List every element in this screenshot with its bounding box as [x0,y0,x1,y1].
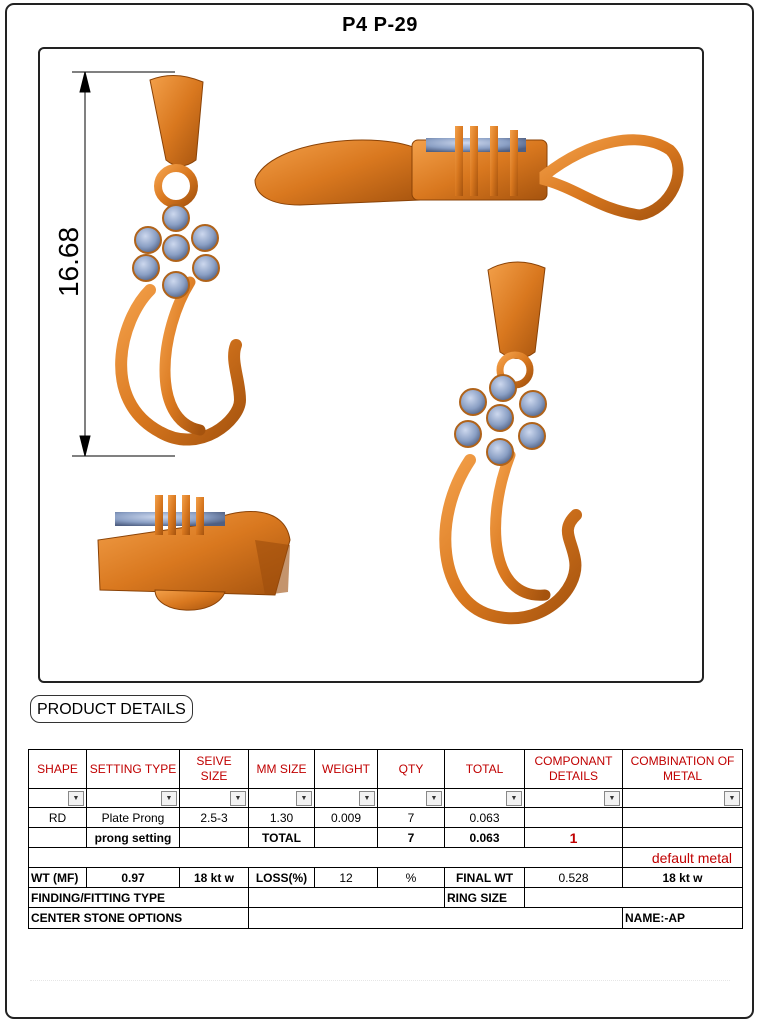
empty-cell [315,828,378,848]
header-cell: SHAPE [29,750,87,789]
empty-cell [525,888,743,908]
filter-cell [249,789,315,808]
dropdown-arrow-icon[interactable]: ▼ [68,791,84,806]
header-cell: MM SIZE [249,750,315,789]
table-row [29,868,743,888]
setting-cell: Plate Prong [87,808,180,828]
table-row [29,828,743,848]
table-row [29,808,743,828]
empty-cell [249,888,445,908]
filter-icon[interactable]: ▼ [506,791,522,806]
empty-cell [29,848,623,868]
header-cell: QTY [378,750,445,789]
page-title: P4 P-29 [342,14,418,36]
table-row [29,908,743,929]
header-cell: WEIGHT [315,750,378,789]
empty-cell [29,828,87,848]
table-row [29,848,743,868]
wt-label-cell: WT (MF) [29,868,87,888]
dropdown-arrow-icon[interactable]: ▼ [296,791,312,806]
final-kt-cell: 18 kt w [623,868,743,888]
wt-value-cell: 0.97 [87,868,180,888]
dropdown-arrow-icon[interactable]: ▼ [604,791,620,806]
percent-cell: % [378,868,445,888]
loss-label-cell: LOSS(%) [249,868,315,888]
loss-value-cell: 12 [315,868,378,888]
empty-cell [249,908,623,929]
side-view-bottom [98,495,290,610]
divider [30,980,730,983]
filter-cell [87,789,180,808]
component-count-cell: 1 [525,828,623,848]
dimension-label: 16.68 [53,226,85,298]
total-label-cell: TOTAL [249,828,315,848]
dropdown-arrow-icon[interactable]: ▼ [359,791,375,806]
shape-cell: RD [29,808,87,828]
filter-cell [525,789,623,808]
filter-cell [315,789,378,808]
kt-cell: 18 kt w [180,868,249,888]
filter-cell [623,789,743,808]
filter-cell [180,789,249,808]
final-wt-label-cell: FINAL WT [445,868,525,888]
side-view-top [255,126,678,215]
perspective-view [445,262,576,618]
empty-cell [623,828,743,848]
empty-cell [180,828,249,848]
center-stone-label-cell: CENTER STONE OPTIONS [29,908,249,929]
component-cell [525,808,623,828]
total-cell: 0.063 [445,808,525,828]
front-view [121,75,240,439]
seive-cell: 2.5-3 [180,808,249,828]
final-wt-value-cell: 0.528 [525,868,623,888]
filter-cell [29,789,87,808]
weight-total-cell: 0.063 [445,828,525,848]
dropdown-arrow-icon[interactable]: ▼ [230,791,246,806]
product-details-table [28,749,743,929]
default-metal-cell: default metal [623,848,743,868]
qty-total-cell: 7 [378,828,445,848]
header-cell: COMBINATION OF METAL [623,750,743,789]
header-cell: COMPONANT DETAILS [525,750,623,789]
ring-size-label-cell: RING SIZE [445,888,525,908]
filter-cell [445,789,525,808]
filter-cell [378,789,445,808]
dropdown-arrow-icon[interactable]: ▼ [161,791,177,806]
mm-cell: 1.30 [249,808,315,828]
filter-row [29,789,743,808]
finding-label-cell: FINDING/FITTING TYPE [29,888,249,908]
setting-cell: prong setting [87,828,180,848]
qty-cell: 7 [378,808,445,828]
dropdown-arrow-icon[interactable]: ▼ [724,791,740,806]
header-cell: TOTAL [445,750,525,789]
table-row [29,888,743,908]
filter-icon[interactable]: ▼ [426,791,442,806]
product-details-label: PRODUCT DETAILS [30,695,193,723]
header-cell: SETTING TYPE [87,750,180,789]
header-cell: SEIVE SIZE [180,750,249,789]
name-cell: NAME:-AP [623,908,743,929]
weight-cell: 0.009 [315,808,378,828]
table-header-row [29,750,743,789]
metal-cell [623,808,743,828]
